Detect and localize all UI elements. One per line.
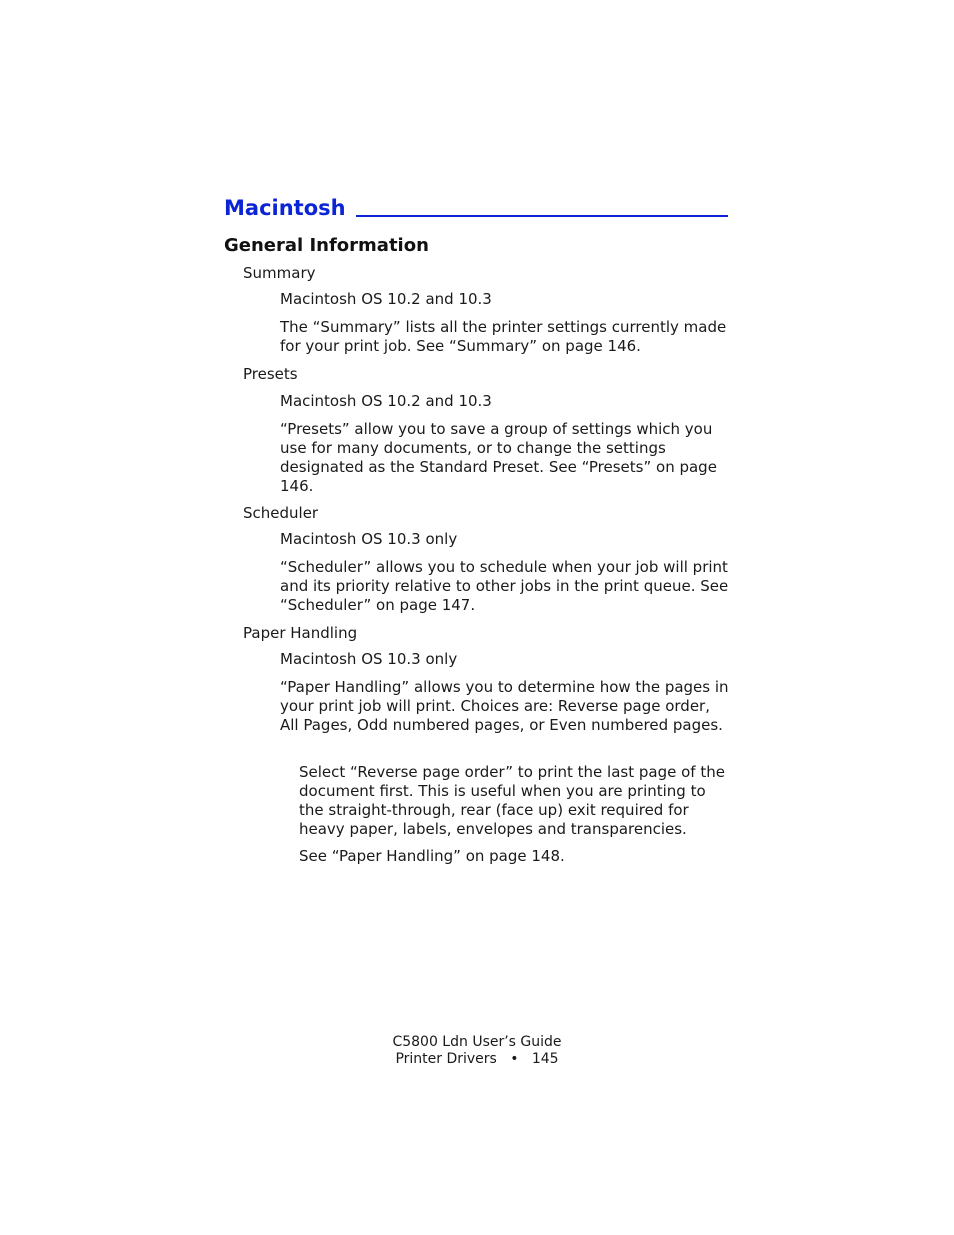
footer-page-number: 145 (531, 1051, 559, 1067)
paper-handling-heading: Paper Handling (243, 624, 358, 642)
summary-heading: Summary (243, 264, 316, 282)
paper-handling-see-also: See “Paper Handling” on page 148. (299, 847, 565, 865)
footer-section: Printer Drivers (395, 1051, 497, 1067)
presets-heading: Presets (243, 365, 298, 383)
summary-description: The “Summary” lists all the printer settings currently made for your print job. See “Summary” on page 146. (280, 318, 727, 355)
scheduler-heading: Scheduler (243, 504, 319, 522)
presets-description: “Presets” allow you to save a group of settings which you use for many documents, or to change the settings designated as the Standard Preset. See “Presets” on page 146. (280, 420, 717, 495)
chapter-title-text: Macintosh (224, 196, 346, 220)
paper-handling-note: Select “Reverse page order” to print the last page of the document first. This is useful when you are printing to the straight-through, rear (face up) exit required for heavy paper, labels, envelopes and transparencies. (299, 763, 725, 838)
footer-page-info (300, 1050, 654, 1068)
presets-os: Macintosh OS 10.2 and 10.3 (280, 392, 492, 410)
scheduler-os: Macintosh OS 10.3 only (280, 530, 458, 548)
scheduler-description: “Scheduler” allows you to schedule when your job will print and its priority relative to other jobs in the print queue. See “Scheduler” on page 147. (280, 558, 729, 614)
footer-separator: • (510, 1051, 519, 1067)
section-title: General Information (224, 235, 429, 256)
chapter-title-rule (356, 215, 728, 217)
paper-handling-description: “Paper Handling” allows you to determine how the pages in your print job will print. Choices are: Reverse page order, All Pages, Odd numbered pages, or Even numbered pages. (280, 678, 729, 734)
footer-guide-title: C5800 Ldn User’s Guide (392, 1034, 562, 1050)
chapter-title (224, 196, 728, 220)
paper-handling-os: Macintosh OS 10.3 only (280, 650, 458, 668)
summary-os: Macintosh OS 10.2 and 10.3 (280, 290, 492, 308)
